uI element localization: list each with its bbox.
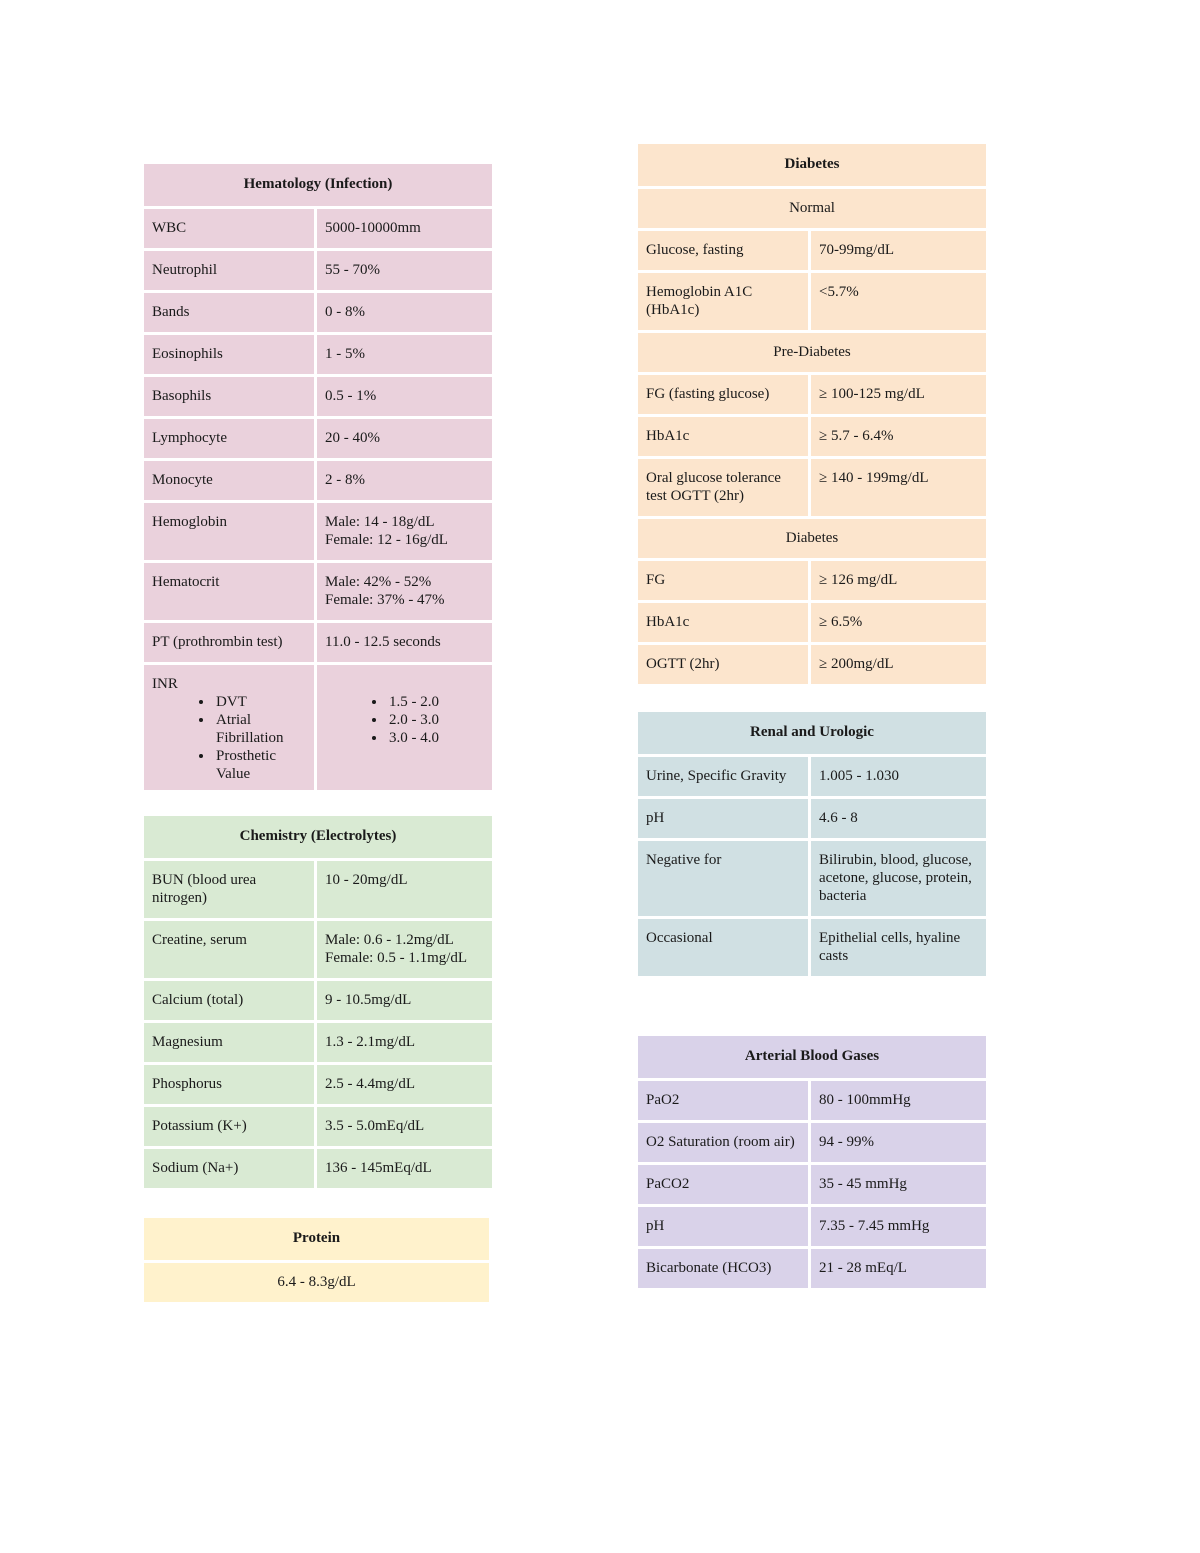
table-row: PaCO2 35 - 45 mmHg bbox=[638, 1165, 986, 1204]
table-row: O2 Saturation (room air) 94 - 99% bbox=[638, 1123, 986, 1162]
table-row: OGTT (2hr) ≥ 200mg/dL bbox=[638, 645, 986, 684]
list-item: • 1.5 - 2.0 bbox=[387, 693, 484, 711]
table-row: 6.4 - 8.3g/dL bbox=[144, 1263, 489, 1302]
table-row: PaO2 80 - 100mmHg bbox=[638, 1081, 986, 1120]
list-item: • DVT bbox=[214, 693, 306, 711]
table-title: Protein bbox=[144, 1218, 489, 1260]
section-label-diabetes: Diabetes bbox=[638, 519, 986, 558]
table-row: Phosphorus 2.5 - 4.4mg/dL bbox=[144, 1065, 492, 1104]
table-row: Eosinophils 1 - 5% bbox=[144, 335, 492, 374]
table-row: Hemoglobin A1C (HbA1c) <5.7% bbox=[638, 273, 986, 330]
abg-table bbox=[635, 1033, 989, 1291]
table-title: Diabetes bbox=[638, 144, 986, 186]
table-row: Hemoglobin Male: 14 - 18g/dL Female: 12 - 16g/dL bbox=[144, 503, 492, 560]
table-row: WBC 5000-10000mm bbox=[144, 209, 492, 248]
inr-conditions-list bbox=[152, 693, 306, 783]
inr-values-list bbox=[325, 693, 484, 747]
table-title: Chemistry (Electrolytes) bbox=[144, 816, 492, 858]
table-row: Creatine, serum Male: 0.6 - 1.2mg/dL Female: 0.5 - 1.1mg/dL bbox=[144, 921, 492, 978]
list-item: • Prosthetic Value bbox=[214, 747, 306, 783]
table-row: PT (prothrombin test) 11.0 - 12.5 seconds bbox=[144, 623, 492, 662]
table-row: INR • DVT • Atrial Fibrillation • Prosthetic Value • 1.5 - 2.0 • 2.0 - 3.0 • 3.0 - 4.0 bbox=[144, 665, 492, 790]
table-row: Hematocrit Male: 42% - 52% Female: 37% - 47% bbox=[144, 563, 492, 620]
list-item: • 2.0 - 3.0 bbox=[387, 711, 484, 729]
table-row: Urine, Specific Gravity 1.005 - 1.030 bbox=[638, 757, 986, 796]
table-row: Sodium (Na+) 136 - 145mEq/dL bbox=[144, 1149, 492, 1188]
chemistry-table bbox=[141, 813, 495, 1191]
table-row: Lymphocyte 20 - 40% bbox=[144, 419, 492, 458]
table-title: Arterial Blood Gases bbox=[638, 1036, 986, 1078]
table-row: Neutrophil 55 - 70% bbox=[144, 251, 492, 290]
table-row: BUN (blood urea nitrogen) 10 - 20mg/dL bbox=[144, 861, 492, 918]
list-item: • Atrial Fibrillation bbox=[214, 711, 306, 747]
table-row: Bicarbonate (HCO3) 21 - 28 mEq/L bbox=[638, 1249, 986, 1288]
section-label-normal: Normal bbox=[638, 189, 986, 228]
table-row: Glucose, fasting 70-99mg/dL bbox=[638, 231, 986, 270]
list-item: • 3.0 - 4.0 bbox=[387, 729, 484, 747]
diabetes-table bbox=[635, 141, 989, 687]
table-row: Magnesium 1.3 - 2.1mg/dL bbox=[144, 1023, 492, 1062]
table-row: Potassium (K+) 3.5 - 5.0mEq/dL bbox=[144, 1107, 492, 1146]
table-row: HbA1c ≥ 6.5% bbox=[638, 603, 986, 642]
table-row: Monocyte 2 - 8% bbox=[144, 461, 492, 500]
protein-table bbox=[141, 1215, 492, 1305]
table-row: Bands 0 - 8% bbox=[144, 293, 492, 332]
table-row: Oral glucose tolerance test OGTT (2hr) ≥ 140 - 199mg/dL bbox=[638, 459, 986, 516]
table-title: Renal and Urologic bbox=[638, 712, 986, 754]
table-row: pH 4.6 - 8 bbox=[638, 799, 986, 838]
table-row: FG ≥ 126 mg/dL bbox=[638, 561, 986, 600]
table-row: Negative for Bilirubin, blood, glucose, acetone, glucose, protein, bacteria bbox=[638, 841, 986, 916]
table-row: pH 7.35 - 7.45 mmHg bbox=[638, 1207, 986, 1246]
hematology-table bbox=[141, 161, 495, 793]
table-row: HbA1c ≥ 5.7 - 6.4% bbox=[638, 417, 986, 456]
table-row: Basophils 0.5 - 1% bbox=[144, 377, 492, 416]
section-label-prediabetes: Pre-Diabetes bbox=[638, 333, 986, 372]
table-row: Calcium (total) 9 - 10.5mg/dL bbox=[144, 981, 492, 1020]
table-row: Occasional Epithelial cells, hyaline casts bbox=[638, 919, 986, 976]
table-title: Hematology (Infection) bbox=[144, 164, 492, 206]
renal-table bbox=[635, 709, 989, 979]
table-row: FG (fasting glucose) ≥ 100-125 mg/dL bbox=[638, 375, 986, 414]
